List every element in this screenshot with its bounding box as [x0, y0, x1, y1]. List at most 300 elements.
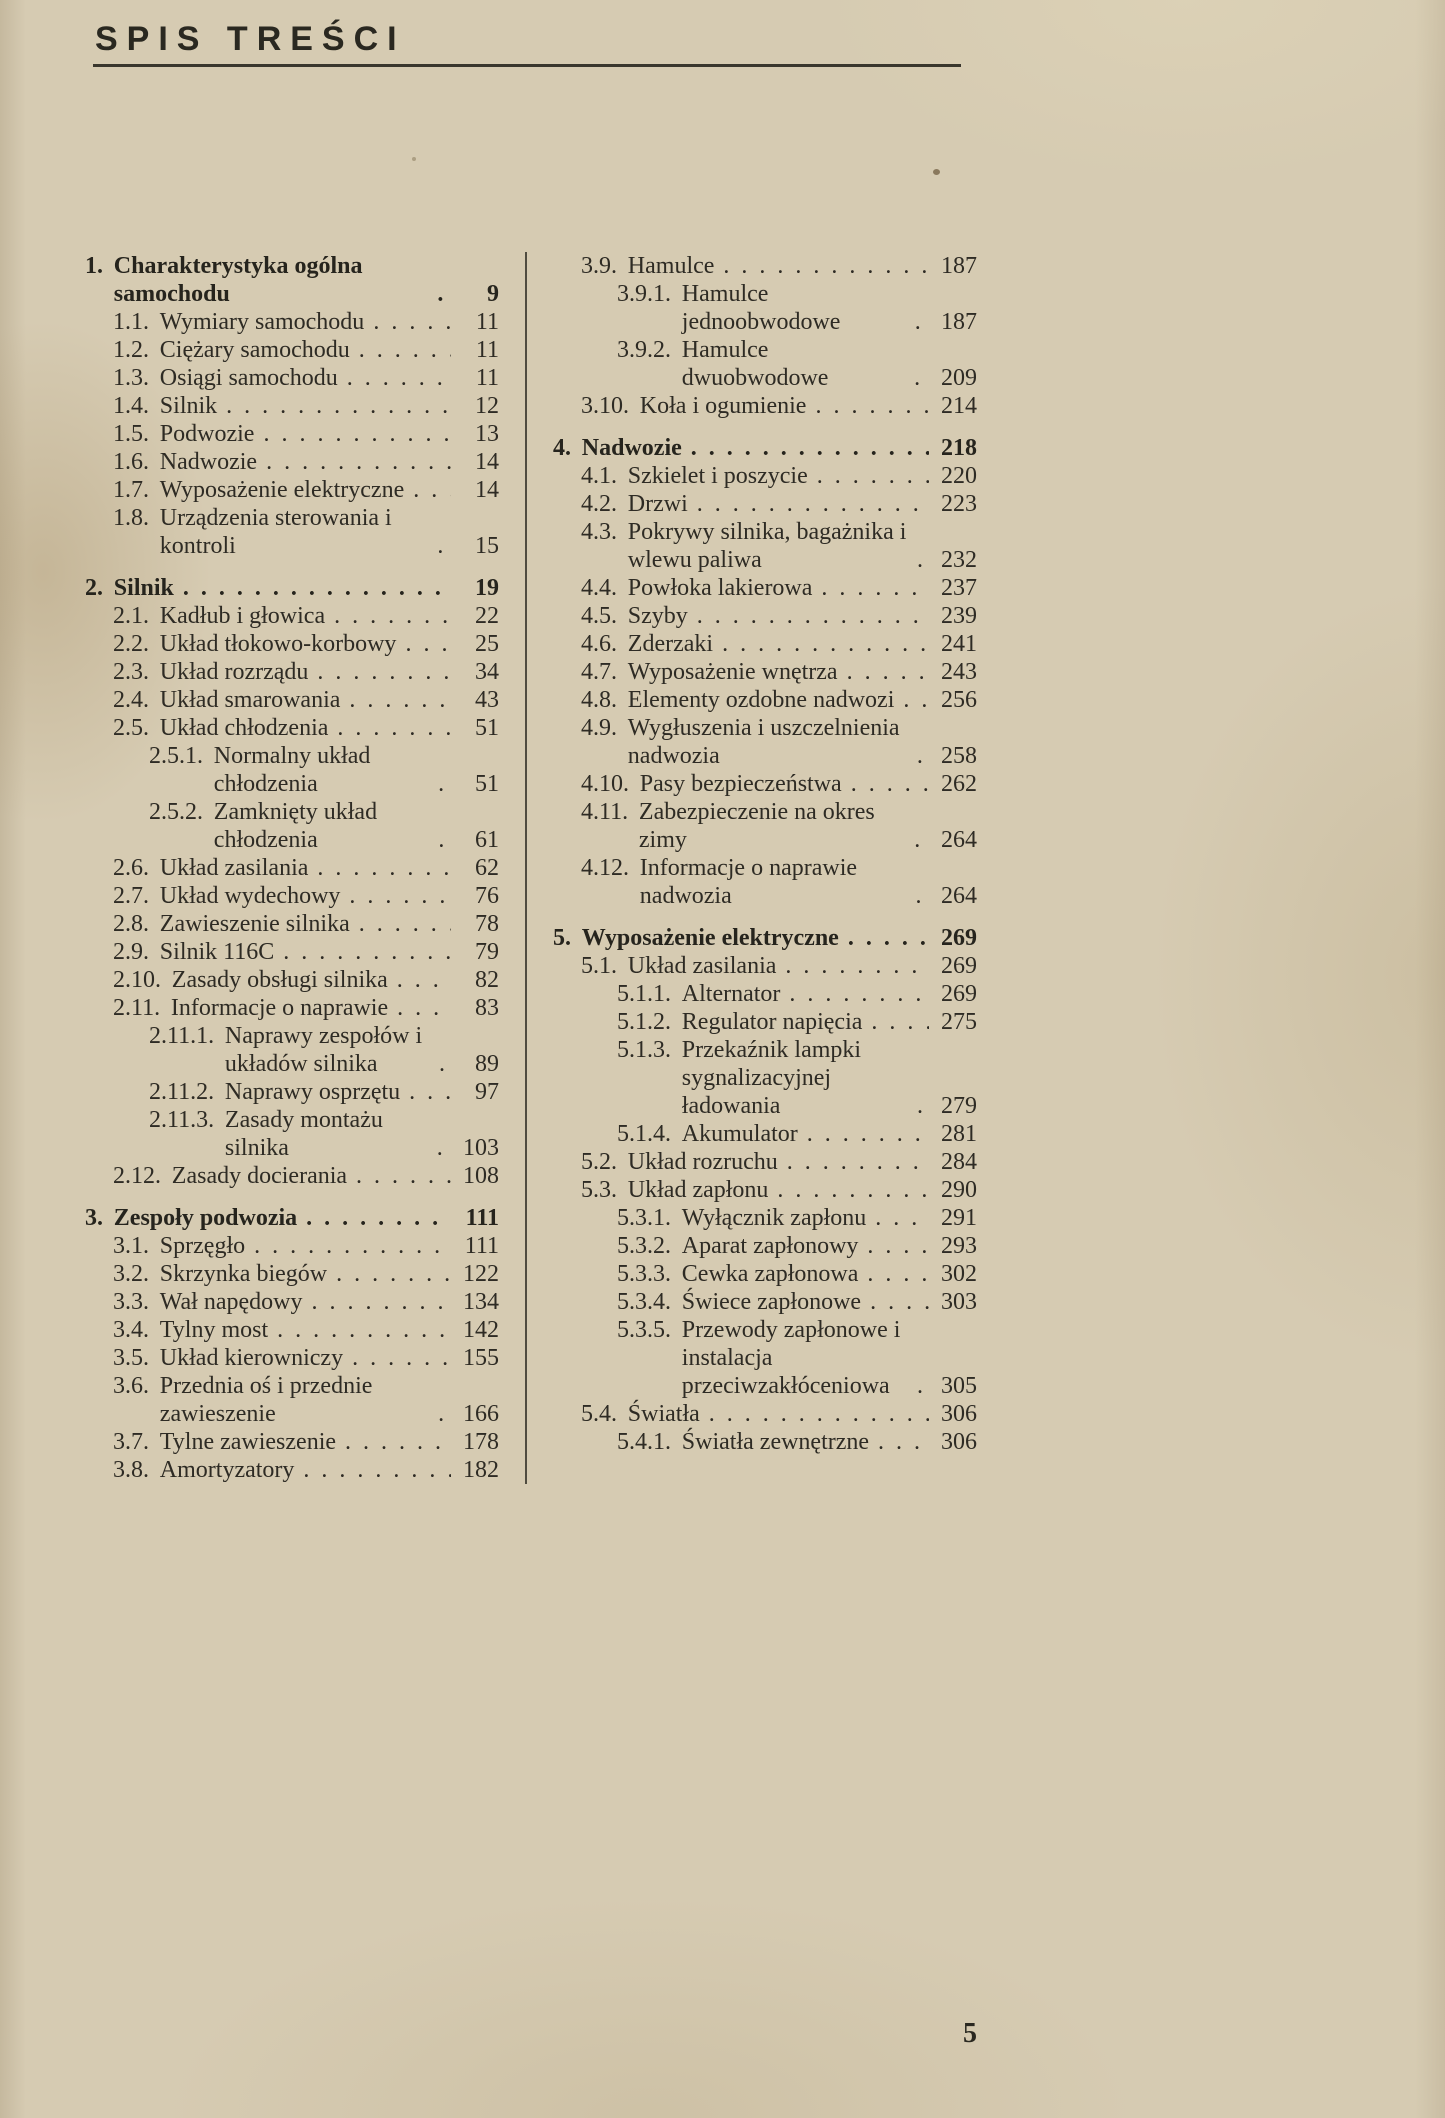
toc-entry-number: 4.1.	[581, 463, 617, 489]
toc-entry-number: 5.3.	[581, 1177, 617, 1203]
dot-leader	[437, 280, 451, 308]
dot-leader	[438, 1400, 451, 1428]
dot-leader	[263, 420, 451, 448]
dot-leader	[851, 770, 929, 798]
toc-entry-title: Wyposażenie elektryczne	[159, 477, 405, 503]
toc-entry-page: 302	[941, 1261, 977, 1287]
toc-entry-number: 1.5.	[113, 421, 149, 447]
toc-entry-page: 241	[941, 631, 977, 657]
toc-entry	[553, 252, 977, 280]
paper-speck	[933, 169, 940, 175]
toc-entry-page: 51	[475, 715, 499, 741]
toc-entry-title: Układ zasilania	[159, 855, 309, 881]
toc-entry	[553, 1232, 977, 1260]
toc-entry-number: 5.1.2.	[617, 1009, 671, 1035]
toc-entry-page: 220	[941, 463, 977, 489]
toc-entry	[553, 490, 977, 518]
dot-leader	[787, 1148, 929, 1176]
toc-entry-page: 166	[463, 1401, 499, 1427]
toc-entry-number: 5.4.1.	[617, 1429, 671, 1455]
toc-entry-number: 5.1.	[581, 953, 617, 979]
title-rule	[93, 64, 961, 67]
toc-entry	[85, 1344, 499, 1372]
toc-entry-number: 3.7.	[113, 1429, 149, 1455]
toc-entry-title: Zabezpieczenie na okres zimy	[638, 799, 875, 853]
toc-entry-number: 3.9.1.	[617, 281, 671, 307]
toc-entry	[553, 714, 977, 770]
toc-entry-page: 14	[475, 477, 499, 503]
toc-entry-page: 22	[475, 603, 499, 629]
toc-entry	[85, 504, 499, 560]
toc-entry-number: 2.3.	[113, 659, 149, 685]
toc-entry-title: Urządzenia sterowania i kontroli	[159, 505, 392, 559]
toc-entry-number: 2.2.	[113, 631, 149, 657]
toc-entry-number: 3.5.	[113, 1345, 149, 1371]
toc-entry-title: Informacje o naprawie	[170, 995, 389, 1021]
toc-entry-number: 4.	[553, 435, 571, 461]
toc-entry-title: Silnik	[113, 575, 174, 601]
toc-entry	[85, 742, 499, 798]
toc-entry	[85, 1456, 499, 1484]
toc-entry-number: 2.	[85, 575, 103, 601]
toc-entry-title: Zasady docierania	[171, 1163, 348, 1189]
dot-leader	[349, 686, 451, 714]
column-divider	[525, 252, 527, 1484]
dot-leader	[697, 602, 929, 630]
toc-entry	[85, 882, 499, 910]
dot-leader	[352, 1344, 451, 1372]
toc-entry-page: 269	[941, 953, 977, 979]
toc-entry-page: 15	[475, 533, 499, 559]
toc-entry-number: 4.2.	[581, 491, 617, 517]
toc-entry-page: 14	[475, 449, 499, 475]
toc-entry-page: 76	[475, 883, 499, 909]
toc-entry-number: 3.10.	[581, 393, 629, 419]
toc-entry-title: Powłoka lakierowa	[627, 575, 813, 601]
toc-entry-number: 2.11.2.	[149, 1079, 215, 1105]
toc-entry	[85, 308, 499, 336]
toc-entry-page: 187	[941, 253, 977, 279]
toc-entry	[85, 476, 499, 504]
dot-leader	[871, 1008, 929, 1036]
dot-leader	[847, 658, 929, 686]
toc-entry-title: Nadwozie	[581, 435, 682, 461]
toc-entry-page: 237	[941, 575, 977, 601]
dot-leader	[821, 574, 929, 602]
dot-leader	[439, 1050, 451, 1078]
toc-entry-number: 3.9.2.	[617, 337, 671, 363]
toc-column-right	[553, 252, 977, 1484]
toc-entry-number: 2.8.	[113, 911, 149, 937]
toc-entry-page: 61	[475, 827, 499, 853]
toc-entry	[553, 1204, 977, 1232]
toc-entry-title: Tylne zawieszenie	[159, 1429, 337, 1455]
toc-entry-title: Charakterystyka ogólna samochodu	[113, 253, 363, 307]
toc-entry	[553, 1148, 977, 1176]
toc-entry-title: Wymiary samochodu	[159, 309, 365, 335]
toc-entry-page: 178	[463, 1429, 499, 1455]
toc-entry-title: Silnik 116C	[159, 939, 275, 965]
toc-entry	[553, 1260, 977, 1288]
dot-leader	[867, 1232, 929, 1260]
toc-entry-title: Naprawy osprzętu	[224, 1079, 401, 1105]
dot-leader	[817, 462, 929, 490]
toc-entry-page: 187	[941, 309, 977, 335]
toc-entry-number: 5.1.1.	[617, 981, 671, 1007]
toc-entry-title: Zawieszenie silnika	[159, 911, 350, 937]
dot-leader	[405, 630, 451, 658]
toc-entry-number: 1.6.	[113, 449, 149, 475]
toc-entry-title: Osiągi samochodu	[159, 365, 338, 391]
toc-entry-title: Alternator	[681, 981, 781, 1007]
toc-entry	[553, 980, 977, 1008]
toc-entry	[85, 630, 499, 658]
toc-entry-page: 269	[941, 981, 977, 1007]
toc-entry-page: 13	[475, 421, 499, 447]
dot-leader	[303, 1456, 451, 1484]
dot-leader	[337, 714, 451, 742]
dot-leader	[409, 1078, 451, 1106]
toc-entry	[553, 924, 977, 952]
toc-entry-number: 1.7.	[113, 477, 149, 503]
toc-entry-page: 262	[941, 771, 977, 797]
toc-entry-title: Układ wydechowy	[159, 883, 341, 909]
toc-entry-page: 258	[941, 743, 977, 769]
toc-entry	[85, 420, 499, 448]
toc-entry-page: 11	[475, 337, 499, 363]
toc-entry	[553, 574, 977, 602]
dot-leader	[807, 1120, 929, 1148]
dot-leader	[347, 364, 451, 392]
toc-entry	[85, 1316, 499, 1344]
toc-entry-number: 5.4.	[581, 1401, 617, 1427]
toc-entry-title: Światła	[627, 1401, 700, 1427]
toc-entry-page: 122	[463, 1261, 499, 1287]
dot-leader	[915, 308, 929, 336]
dot-leader	[878, 1428, 929, 1456]
dot-leader	[226, 392, 451, 420]
toc-entry	[553, 630, 977, 658]
toc-entry-title: Hamulce	[627, 253, 715, 279]
toc-entry-title: Kadłub i głowica	[159, 603, 326, 629]
toc-entry	[85, 392, 499, 420]
toc-entry-number: 3.8.	[113, 1457, 149, 1483]
toc-entry	[553, 280, 977, 336]
toc-entry-page: 305	[941, 1373, 977, 1399]
toc-entry	[553, 658, 977, 686]
toc-entry	[553, 798, 977, 854]
toc-entry-number: 2.5.2.	[149, 799, 203, 825]
dot-leader	[317, 658, 451, 686]
dot-leader	[311, 1288, 451, 1316]
toc-entry-title: Przekaźnik lampki sygnalizacyjnej ładowania	[681, 1037, 862, 1119]
toc-entry-page: 51	[475, 771, 499, 797]
toc-entry-number: 2.12.	[113, 1163, 161, 1189]
toc-entry-title: Regulator napięcia	[681, 1009, 863, 1035]
dot-leader	[438, 770, 451, 798]
dot-leader	[917, 742, 929, 770]
toc-entry-number: 5.3.4.	[617, 1289, 671, 1315]
toc-entry-number: 2.5.	[113, 715, 149, 741]
toc-entry	[553, 336, 977, 392]
toc-entry	[553, 1288, 977, 1316]
dot-leader	[917, 546, 929, 574]
toc-entry	[553, 686, 977, 714]
toc-entry-page: 214	[941, 393, 977, 419]
toc-entry-page: 239	[941, 603, 977, 629]
toc-entry-page: 303	[941, 1289, 977, 1315]
toc-entry-page: 79	[475, 939, 499, 965]
toc-entry-title: Układ rozrządu	[159, 659, 309, 685]
toc-entry-page: 281	[941, 1121, 977, 1147]
toc-entry-page: 97	[475, 1079, 499, 1105]
toc-entry-page: 89	[475, 1051, 499, 1077]
toc-entry-title: Koła i ogumienie	[639, 393, 807, 419]
dot-leader	[413, 476, 451, 504]
toc-entry	[85, 364, 499, 392]
toc-entry-page: 264	[941, 883, 977, 909]
toc-entry	[85, 1162, 499, 1190]
toc-entry-title: Drzwi	[627, 491, 688, 517]
dot-leader	[306, 1204, 451, 1232]
dot-leader	[397, 994, 451, 1022]
toc-column-left	[85, 252, 499, 1484]
toc-entry-title: Wyposażenie wnętrza	[627, 659, 838, 685]
toc-entry	[85, 1232, 499, 1260]
toc-entry-title: Zamknięty układ chłodzenia	[213, 799, 378, 853]
dot-leader	[437, 532, 451, 560]
toc-entry-page: 293	[941, 1233, 977, 1259]
dot-leader	[848, 924, 929, 952]
dot-leader	[334, 602, 451, 630]
dot-leader	[283, 938, 451, 966]
toc-entry-number: 4.7.	[581, 659, 617, 685]
dot-leader	[356, 1162, 451, 1190]
toc-entry-number: 3.9.	[581, 253, 617, 279]
toc-entry-number: 4.9.	[581, 715, 617, 741]
toc-entry	[553, 1036, 977, 1120]
dot-leader	[789, 980, 929, 1008]
toc-entry-page: 11	[475, 365, 499, 391]
toc-entry	[85, 448, 499, 476]
dot-leader	[266, 448, 451, 476]
dot-leader	[723, 252, 929, 280]
toc-entry-number: 5.3.1.	[617, 1205, 671, 1231]
toc-entry-number: 1.	[85, 253, 103, 279]
toc-entry-page: 142	[463, 1317, 499, 1343]
toc-entry-page: 108	[463, 1163, 499, 1189]
toc-entry-page: 223	[941, 491, 977, 517]
toc-entry	[553, 602, 977, 630]
toc-entry	[553, 434, 977, 462]
toc-entry-page: 243	[941, 659, 977, 685]
toc-entry-page: 155	[463, 1345, 499, 1371]
toc-entry-title: Hamulce dwuobwodowe	[681, 337, 829, 391]
toc-entry	[85, 966, 499, 994]
dot-leader	[397, 966, 451, 994]
toc-entry-number: 1.4.	[113, 393, 149, 419]
toc-entry-title: Zderzaki	[627, 631, 714, 657]
toc-entry-title: Aparat zapłonowy	[681, 1233, 859, 1259]
toc-entry-title: Hamulce jednoobwodowe	[681, 281, 841, 335]
toc-entry	[85, 1288, 499, 1316]
toc-entry-page: 111	[464, 1233, 499, 1259]
toc-entry-title: Elementy ozdobne nadwozi	[627, 687, 895, 713]
toc-entry-page: 82	[475, 967, 499, 993]
toc-entry-title: Wał napędowy	[159, 1289, 303, 1315]
toc-entry	[553, 392, 977, 420]
toc-entry-page: 78	[475, 911, 499, 937]
toc-entry-number: 4.3.	[581, 519, 617, 545]
dot-leader	[915, 882, 929, 910]
toc-entry-page: 291	[941, 1205, 977, 1231]
toc-entry-number: 4.5.	[581, 603, 617, 629]
toc-entry	[553, 1400, 977, 1428]
toc-entry-title: Pokrywy silnika, bagażnika i wlewu paliwa	[627, 519, 907, 573]
toc-entry-number: 3.2.	[113, 1261, 149, 1287]
toc-entry	[553, 854, 977, 910]
toc-entry-page: 9	[487, 281, 499, 307]
toc-entry-title: Układ tłokowo-korbowy	[159, 631, 397, 657]
toc-entry-title: Normalny układ chłodzenia	[213, 743, 371, 797]
dot-leader	[917, 1092, 929, 1120]
toc-entry-number: 1.3.	[113, 365, 149, 391]
toc-entry-page: 306	[941, 1429, 977, 1455]
toc-entry-number: 2.4.	[113, 687, 149, 713]
toc-entry-page: 43	[475, 687, 499, 713]
toc-entry-title: Sprzęgło	[159, 1233, 246, 1259]
toc-entry	[85, 252, 499, 308]
dot-leader	[254, 1232, 451, 1260]
toc-entry-number: 2.11.3.	[149, 1107, 215, 1133]
toc-entry-number: 2.11.	[113, 995, 161, 1021]
toc-entry-title: Układ zasilania	[627, 953, 777, 979]
toc-columns	[85, 252, 977, 1484]
toc-entry-title: Układ zapłonu	[627, 1177, 769, 1203]
toc-entry-page: 284	[941, 1149, 977, 1175]
toc-entry-number: 3.	[85, 1205, 103, 1231]
toc-entry-title: Amortyzatory	[159, 1457, 295, 1483]
toc-entry-page: 182	[463, 1457, 499, 1483]
toc-entry	[553, 1176, 977, 1204]
toc-entry-page: 25	[475, 631, 499, 657]
toc-entry	[85, 658, 499, 686]
toc-entry-number: 2.1.	[113, 603, 149, 629]
toc-entry	[85, 574, 499, 602]
page-title: SPIS TREŚCI	[95, 20, 406, 58]
toc-entry	[85, 1428, 499, 1456]
toc-entry-title: Podwozie	[159, 421, 255, 447]
toc-entry	[553, 770, 977, 798]
toc-entry	[85, 1204, 499, 1232]
toc-entry-title: Cewka zapłonowa	[681, 1261, 859, 1287]
paper-speck	[412, 157, 416, 161]
dot-leader	[914, 826, 929, 854]
dot-leader	[336, 1260, 451, 1288]
dot-leader	[438, 826, 451, 854]
toc-entry	[553, 462, 977, 490]
toc-entry	[85, 798, 499, 854]
toc-entry	[85, 1078, 499, 1106]
toc-entry-title: Układ kierowniczy	[159, 1345, 344, 1371]
dot-leader	[691, 434, 929, 462]
toc-entry-number: 4.6.	[581, 631, 617, 657]
toc-entry-number: 2.9.	[113, 939, 149, 965]
toc-entry-title: Przewody zapłonowe i instalacja przeciwzakłóceniowa	[681, 1317, 901, 1399]
toc-entry-number: 5.2.	[581, 1149, 617, 1175]
toc-entry-title: Wygłuszenia i uszczelnienia nadwozia	[627, 715, 900, 769]
toc-entry-number: 4.12.	[581, 855, 629, 881]
toc-entry-page: 269	[941, 925, 977, 951]
dot-leader	[777, 1176, 929, 1204]
toc-entry-title: Informacje o naprawie nadwozia	[639, 855, 858, 909]
toc-entry-number: 5.3.3.	[617, 1261, 671, 1287]
toc-entry-title: Pasy bezpieczeństwa	[639, 771, 842, 797]
dot-leader	[867, 1260, 929, 1288]
toc-entry-page: 264	[941, 827, 977, 853]
toc-entry	[85, 1022, 499, 1078]
toc-entry	[85, 854, 499, 882]
toc-entry	[553, 518, 977, 574]
toc-entry-title: Zasady obsługi silnika	[171, 967, 388, 993]
toc-entry-title: Świece zapłonowe	[681, 1289, 862, 1315]
toc-entry-title: Tylny most	[159, 1317, 269, 1343]
toc-entry	[85, 938, 499, 966]
toc-entry-title: Układ rozruchu	[627, 1149, 778, 1175]
toc-entry	[553, 1428, 977, 1456]
dot-leader	[359, 910, 451, 938]
toc-entry-number: 3.4.	[113, 1317, 149, 1343]
toc-entry	[85, 336, 499, 364]
toc-entry-page: 19	[475, 575, 499, 601]
dot-leader	[917, 1372, 929, 1400]
toc-entry-title: Ciężary samochodu	[159, 337, 350, 363]
toc-entry-number: 3.3.	[113, 1289, 149, 1315]
dot-leader	[870, 1288, 929, 1316]
toc-entry	[85, 602, 499, 630]
toc-entry	[85, 1372, 499, 1428]
toc-entry-number: 4.10.	[581, 771, 629, 797]
toc-entry-number: 3.6.	[113, 1373, 149, 1399]
toc-entry	[553, 1316, 977, 1400]
toc-entry-number: 1.1.	[113, 309, 149, 335]
toc-entry-number: 2.10.	[113, 967, 161, 993]
dot-leader	[914, 364, 929, 392]
toc-entry-page: 11	[475, 309, 499, 335]
toc-entry-page: 279	[941, 1093, 977, 1119]
toc-entry	[553, 1008, 977, 1036]
toc-entry-title: Wyposażenie elektryczne	[581, 925, 839, 951]
toc-entry-title: Światła zewnętrzne	[681, 1429, 870, 1455]
toc-entry-title: Naprawy zespołów i układów silnika	[224, 1023, 423, 1077]
toc-entry	[85, 1106, 499, 1162]
toc-entry-number: 4.11.	[581, 799, 629, 825]
dot-leader	[277, 1316, 451, 1344]
toc-entry-title: Układ smarowania	[159, 687, 341, 713]
toc-entry-number: 1.2.	[113, 337, 149, 363]
toc-entry-page: 232	[941, 547, 977, 573]
toc-entry-number: 5.3.2.	[617, 1233, 671, 1259]
toc-entry-title: Przednia oś i przednie zawieszenie	[159, 1373, 373, 1427]
toc-entry	[553, 952, 977, 980]
toc-entry-number: 2.5.1.	[149, 743, 203, 769]
toc-entry	[85, 910, 499, 938]
dot-leader	[903, 686, 929, 714]
toc-entry-page: 111	[465, 1205, 499, 1231]
toc-entry-title: Szyby	[627, 603, 688, 629]
page-number: 5	[963, 2018, 977, 2049]
dot-leader	[317, 854, 451, 882]
